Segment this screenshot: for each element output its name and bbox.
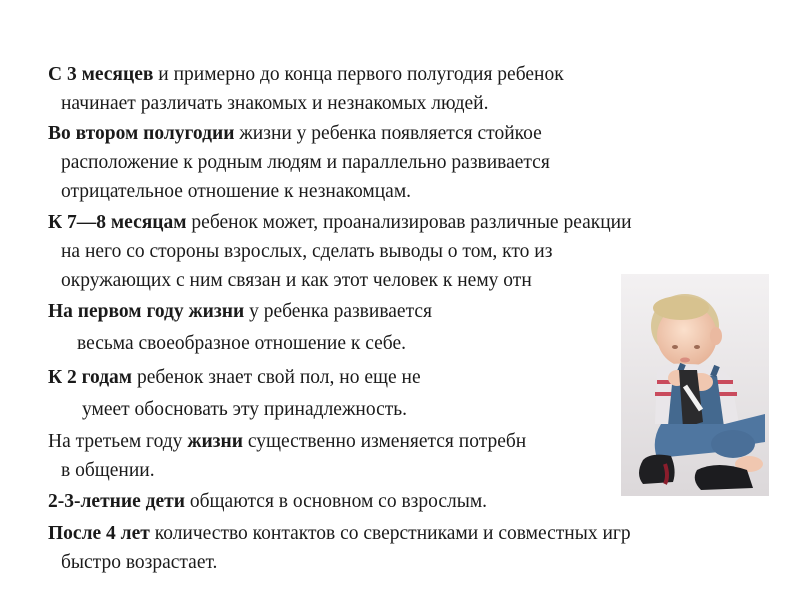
emphasis: После 4 лет	[48, 523, 150, 544]
text: у ребенка развивается	[244, 301, 432, 322]
text: умеет обосновать эту принадлежность.	[82, 399, 408, 420]
emphasis: жизни	[187, 431, 243, 452]
emphasis: К 2 годам	[48, 367, 133, 388]
text: количество контактов со сверстниками и совместных игр	[149, 523, 631, 544]
emphasis: С 3 месяцев	[48, 64, 154, 85]
paragraph-7-8-months	[48, 208, 632, 295]
paragraph-first-year	[48, 297, 432, 358]
paragraph-third-year	[48, 427, 526, 485]
text: начинает различать знакомых и незнакомых людей.	[61, 93, 489, 114]
emphasis: К 7—8 месяцам	[48, 212, 187, 233]
paragraph-2-years	[48, 363, 421, 424]
text: и примерно до конца первого полугодия ребенок	[153, 64, 564, 85]
text: расположение к родным людям и параллельно развивается	[61, 152, 550, 173]
paragraph-second-half-year	[48, 119, 550, 206]
emphasis: На первом году жизни	[48, 301, 245, 322]
text: в общении.	[61, 460, 155, 481]
text: ребенок может, проанализировав различные реакции	[186, 212, 632, 233]
text: отрицательное отношение к незнакомцам.	[61, 181, 412, 202]
text: весьма своеобразное отношение к себе.	[77, 333, 406, 354]
text: ребенок знает свой пол, но еще не	[132, 367, 421, 388]
baby-photo-icon	[621, 274, 769, 496]
paragraph-2-3-year-olds	[48, 487, 487, 516]
text: на него со стороны взрослых, сделать выводы о том, кто из	[61, 241, 553, 262]
paragraph-3-months	[48, 60, 564, 118]
text: жизни у ребенка появляется стойкое	[234, 123, 542, 144]
text: быстро возрастает.	[61, 552, 218, 573]
text: существенно изменяется потребн	[243, 431, 527, 452]
baby-photo	[621, 274, 769, 496]
text: окружающих с ним связан и как этот человек к нему отн	[61, 270, 532, 291]
emphasis: 2-3-летние дети	[48, 491, 185, 512]
text: общаются в основном со взрослым.	[185, 491, 488, 512]
emphasis: Во втором полугодии	[48, 123, 235, 144]
text: На третьем году	[48, 431, 188, 452]
paragraph-after-4-years	[48, 519, 631, 577]
